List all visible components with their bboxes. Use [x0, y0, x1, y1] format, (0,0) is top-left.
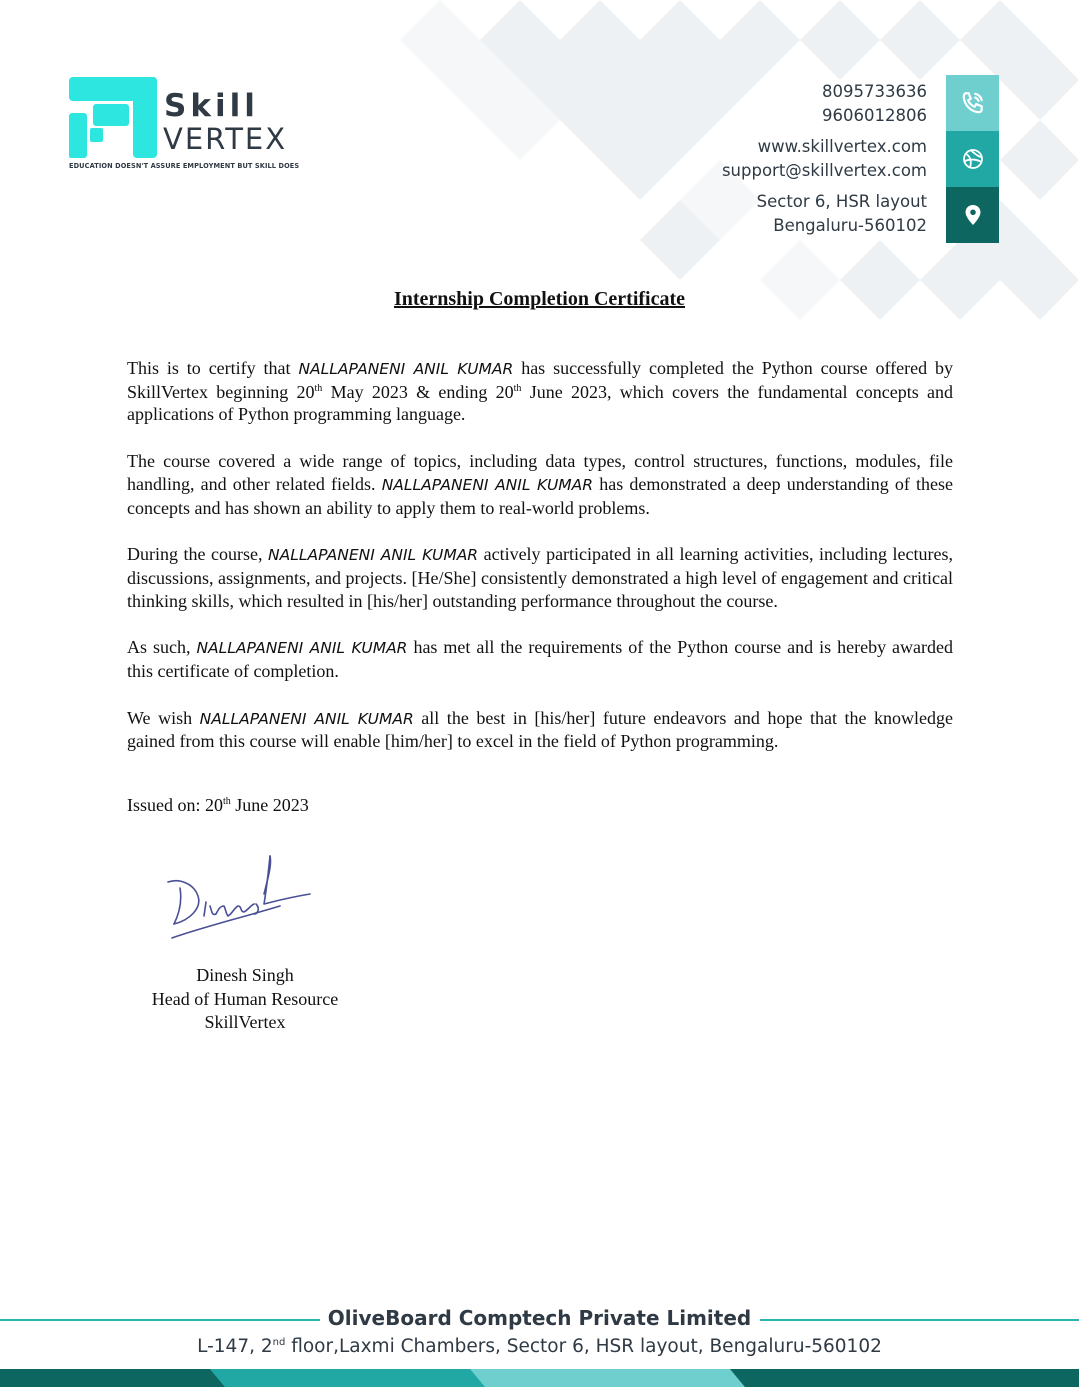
issued-text-b: June 2023	[230, 795, 309, 815]
website-link[interactable]: www.skillvertex.com	[757, 137, 927, 156]
p2-text-a: The course covered a wide range of topics, including data types, control structures, functions, modules, file handling, and other related fields.	[127, 451, 953, 494]
p3-text-a: During the course,	[127, 544, 268, 565]
handwritten-signature	[160, 848, 320, 948]
p3-text-b: actively participated in all learning activities, including lectures, discussions, assignments, and projects. [He/She] consistently demonstrated a high level of engagement and critical thinking skills, which resulted in [his/her] outstanding performance throughout the course.	[127, 544, 953, 611]
footer-address-a: L-147, 2	[197, 1336, 273, 1357]
footer-address-b: floor,Laxmi Chambers, Sector 6, HSR layout, Bengaluru-560102	[285, 1336, 882, 1357]
paragraph-4	[127, 636, 953, 682]
phone-number-2: 9606012806	[822, 106, 927, 125]
recipient-name: NALLAPANENI ANIL KUMAR	[268, 546, 479, 565]
p5-text-b: all the best in [his/her] future endeavors and hope that the knowledge gained from this course will enable [him/her] to excel in the field of Python programming.	[127, 707, 954, 752]
paragraph-2	[127, 450, 953, 519]
logo-tagline: EDUCATION DOESN'T ASSURE EMPLOYMENT BUT SKILL DOES	[69, 162, 300, 170]
issued-sup: th	[223, 796, 231, 807]
phone-icon	[946, 75, 999, 131]
p2-text-b: has demonstrated a deep understanding of these concepts and has shown an ability to apply them to real-world problems.	[127, 473, 954, 518]
p1-text-b: has successfully completed the Python course offered by SkillVertex beginning 20	[127, 358, 954, 402]
recipient-name: NALLAPANENI ANIL KUMAR	[298, 360, 514, 378]
location-pin-icon	[946, 187, 999, 243]
paragraph-3	[127, 543, 953, 612]
recipient-name: NALLAPANENI ANIL KUMAR	[381, 475, 594, 494]
footer-address	[0, 1336, 1079, 1357]
footer-color-bar	[0, 1369, 1079, 1387]
signatory-role: Head of Human Resource	[151, 988, 339, 1009]
footer-company-text: OliveBoard Comptech Private Limited	[322, 1306, 757, 1330]
p1-sup-1: th	[314, 382, 323, 394]
recipient-name: NALLAPANENI ANIL KUMAR	[199, 709, 414, 728]
issued-date	[127, 795, 309, 816]
signatory-org: SkillVertex	[204, 1012, 286, 1032]
p5-text-a: We wish	[127, 707, 200, 728]
address-line-1: Sector 6, HSR layout	[756, 192, 927, 211]
signatory-block	[130, 964, 360, 1035]
recipient-name: NALLAPANENI ANIL KUMAR	[196, 639, 408, 658]
p1-text-d: June 2023, which covers the fundamental concepts and applications of Python programming language.	[127, 381, 953, 425]
p1-text-c: May 2023 & ending 20	[322, 381, 514, 402]
logo-text-vertex: VERTEX	[163, 122, 288, 156]
footer-address-sup: nd	[272, 1336, 286, 1348]
globe-icon	[946, 131, 999, 187]
p4-text-a: As such,	[127, 637, 197, 658]
footer-company-name	[0, 1306, 1079, 1330]
logo-text-skill: Skill	[164, 88, 259, 124]
paragraph-5	[127, 707, 953, 753]
p1-sup-2: th	[513, 382, 522, 394]
contact-info	[722, 80, 927, 238]
address-line-2: Bengaluru-560102	[773, 216, 927, 235]
signatory-name: Dinesh Singh	[196, 965, 294, 985]
p1-text-a: This is to certify that	[127, 358, 299, 378]
paragraph-1	[127, 357, 953, 426]
certificate-body	[127, 357, 953, 777]
email-link[interactable]: support@skillvertex.com	[721, 161, 927, 180]
contact-icon-column	[946, 75, 999, 243]
issued-text-a: Issued on: 20	[127, 795, 223, 815]
certificate-title: Internship Completion Certificate	[393, 288, 686, 310]
p4-text-b: has met all the requirements of the Python course and is hereby awarded this certificate of completion.	[127, 637, 954, 682]
phone-number-1: 8095733636	[822, 82, 927, 101]
